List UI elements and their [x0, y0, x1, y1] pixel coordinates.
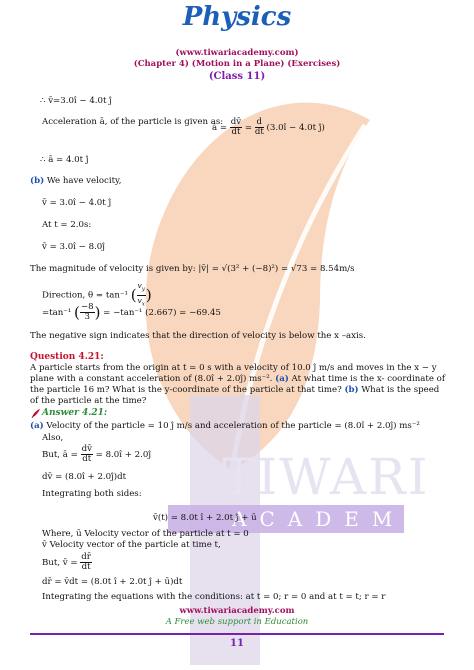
answer-vt-equation: v̄(t) = 8.0t î + 2.0t ĵ + ū	[153, 513, 257, 523]
page-title: Physics	[182, 2, 292, 32]
answer-where-1: Where, ū Velocity vector of the particle at t = 0	[42, 529, 249, 539]
part-b-time: At t = 2.0s:	[42, 220, 92, 230]
footer-divider	[30, 633, 444, 635]
watermark-word-1: TIWARI	[222, 448, 430, 506]
acceleration-equation: ā = $\frac{dv̄}{dt}$ = $\frac{d}{dt}$ (3.0î − 4.0t ĵ)	[212, 117, 325, 137]
tan-equation: =tan⁻¹ ( $\frac{-8}{3}$ ) = −tan⁻¹ (2.667) = −69.45	[42, 302, 221, 322]
header-class: (Class 11)	[208, 71, 266, 82]
answer-velocity-derivative: But, v̄ = $\frac{dr̄}{dt}$	[42, 552, 91, 572]
direction-note: The negative sign indicates that the direction of velocity is below the x –axis.	[30, 331, 366, 341]
answer-also: Also,	[42, 433, 64, 443]
question-label: Question 4.21:	[30, 352, 104, 362]
velocity-magnitude: The magnitude of velocity is given by: |v̄| = √(3² + (−8)²) = √73 = 8.54m/s	[30, 264, 355, 274]
acceleration-result: ∴ ā = 4.0t ĵ	[40, 155, 89, 165]
part-b-velocity-at-t: v̄ = 3.0î − 8.0ĵ	[42, 242, 105, 252]
answer-dr-equation: dr̄ = v̄dt = (8.0t î + 2.0t ĵ + ū)dt	[42, 577, 183, 587]
part-b-velocity: v̄ = 3.0î − 4.0t ĵ	[42, 198, 112, 208]
part-b-intro: (b) We have velocity,	[30, 176, 122, 186]
answer-part-a-label: (a)	[30, 421, 44, 431]
answer-line-1: (a) Velocity of the particle = 10 ĵ m/s and acceleration of the particle = (8.0î + 2.0ĵ) ms⁻²	[30, 421, 420, 431]
answer-where-2: v̄ Velocity vector of the particle at time t,	[42, 540, 221, 550]
answer-integrating-2: Integrating the equations with the conditions: at t = 0; r = 0 and at t = t; r = r	[42, 592, 386, 602]
direction-equation: Direction, θ = tan⁻¹ ( $\frac{v_y}{v_x}$ )	[42, 281, 152, 307]
watermark-word-2: ACADEMY	[232, 507, 432, 531]
footer-url[interactable]: www.tiwariacademy.com	[179, 606, 295, 616]
answer-integrating: Integrating both sides:	[42, 489, 142, 499]
footer-tagline: A Free web support in Education	[165, 617, 309, 627]
answer-acceleration-equation: But, ā = $\frac{dv̄}{dt}$ = 8.0î + 2.0ĵ	[42, 444, 151, 464]
quill-icon	[30, 408, 41, 419]
page-number: 11	[230, 638, 244, 649]
answer-label: Answer 4.21:	[42, 408, 108, 418]
acceleration-intro: Acceleration ā, of the particle is given as:	[42, 117, 224, 127]
question-text: A particle starts from the origin at t = 0 s with a velocity of 10.0 ĵ m/s and moves in the x − y plane with a constant acceleration of (8.0î + 2.0ĵ) ms⁻². (a) At what time is the x- coordinate of the particle 16 m? What is the y-coordinate of the particle at that time? (b) What is the speed of the particle at the time?	[30, 363, 445, 406]
answer-dv-equation: dv̄ = (8.0î + 2.0ĵ)dt	[42, 472, 127, 482]
header-url: (www.tiwariacademy.com)	[175, 48, 299, 58]
velocity-equation: ∴ v̄=3.0î − 4.0t ĵ	[40, 96, 112, 106]
part-b-label: (b)	[30, 176, 45, 186]
header-chapter: (Chapter 4) (Motion in a Plane) (Exercises)	[133, 59, 341, 69]
